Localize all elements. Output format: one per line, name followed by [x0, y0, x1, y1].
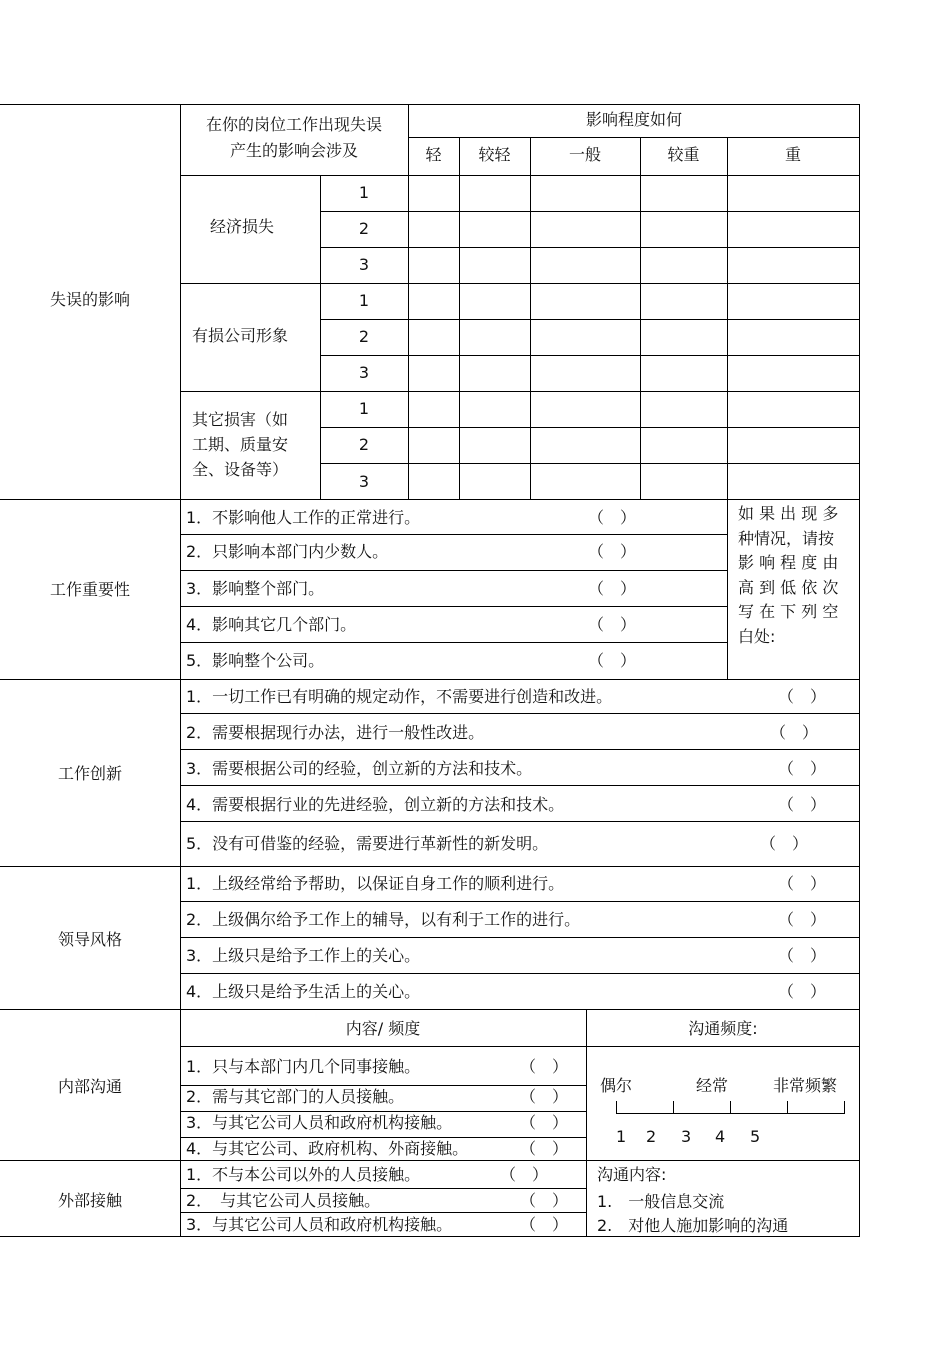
innovation-item: 2．需要根据现行办法，进行一般性改进。: [186, 723, 485, 742]
answer-parentheses[interactable]: （ ）: [778, 982, 827, 1001]
answer-parentheses[interactable]: （ ）: [520, 1215, 569, 1234]
impact-section-label: 失误的影响: [49, 290, 130, 309]
answer-parentheses[interactable]: （ ）: [760, 834, 809, 853]
impact-group-other-line2: 工期、质量安: [192, 435, 289, 454]
degree-header: 影响程度如何: [585, 110, 682, 129]
innovation-item: 5．没有可借鉴的经验，需要进行革新性的新发明。: [186, 834, 549, 853]
scale-number[interactable]: 3: [681, 1127, 692, 1146]
content-frequency-header: 内容/ 频度: [345, 1019, 421, 1038]
leadership-item: 2．上级偶尔给予工作上的辅导，以有利于工作的进行。: [186, 910, 581, 929]
note-line: 如 果 出 现 多: [738, 504, 839, 523]
internal-comm-item: 2．需与其它部门的人员接触。: [186, 1087, 405, 1106]
importance-item: 2．只影响本部门内少数人。: [186, 542, 389, 561]
row-number: 2: [358, 219, 370, 238]
answer-parentheses[interactable]: （ ）: [500, 1165, 549, 1184]
note-line: 影 响 程 度 由: [738, 553, 839, 572]
comm-content-item: 1. 一般信息交流: [597, 1192, 725, 1211]
leadership-section-label: 领导风格: [57, 930, 122, 949]
row-number: 1: [358, 399, 370, 418]
innovation-item: 3．需要根据公司的经验，创立新的方法和技术。: [186, 759, 533, 778]
innovation-item: 4．需要根据行业的先进经验，创立新的方法和技术。: [186, 795, 565, 814]
impact-group-economic: 经济损失: [210, 217, 275, 236]
answer-parentheses[interactable]: （ ）: [588, 651, 637, 670]
scale-label-occasional: 偶尔: [600, 1076, 633, 1095]
importance-item: 3．影响整个部门。: [186, 579, 325, 598]
internal-comm-item: 1．只与本部门内几个同事接触。: [186, 1057, 421, 1076]
rating-cell[interactable]: [409, 176, 459, 211]
innovation-item: 1．一切工作已有明确的规定动作，不需要进行创造和改进。: [186, 687, 613, 706]
degree-level-fairly-light: 较轻: [478, 145, 511, 164]
scale-number[interactable]: 2: [646, 1127, 657, 1146]
leadership-item: 4．上级只是给予生活上的关心。: [186, 982, 421, 1001]
answer-parentheses[interactable]: （ ）: [778, 910, 827, 929]
answer-parentheses[interactable]: （ ）: [520, 1087, 569, 1106]
rating-cell[interactable]: [641, 176, 727, 211]
answer-parentheses[interactable]: （ ）: [778, 795, 827, 814]
scale-number[interactable]: 1: [616, 1127, 627, 1146]
impact-group-reputation: 有损公司形象: [192, 326, 289, 345]
impact-group-other-line3: 全、设备等）: [192, 460, 289, 479]
degree-level-heavy: 重: [784, 145, 801, 164]
importance-item: 1．不影响他人工作的正常进行。: [186, 508, 421, 527]
scale-number[interactable]: 4: [715, 1127, 726, 1146]
importance-note: [738, 502, 856, 649]
external-section-label: 外部接触: [57, 1191, 122, 1210]
external-item: 1．不与本公司以外的人员接触。: [186, 1165, 421, 1184]
leadership-item: 1．上级经常给予帮助，以保证自身工作的顺利进行。: [186, 874, 565, 893]
note-line: 写 在 下 列 空: [738, 602, 839, 621]
comm-content-header: 沟通内容:: [597, 1165, 667, 1184]
row-number: 3: [358, 363, 370, 382]
answer-parentheses[interactable]: （ ）: [520, 1191, 569, 1210]
innovation-section-label: 工作创新: [57, 764, 122, 783]
answer-parentheses[interactable]: （ ）: [778, 687, 827, 706]
rating-cell[interactable]: [531, 176, 640, 211]
rating-cell[interactable]: [460, 176, 530, 211]
importance-item: 4．影响其它几个部门。: [186, 615, 357, 634]
scale-number[interactable]: 5: [750, 1127, 761, 1146]
answer-parentheses[interactable]: （ ）: [778, 946, 827, 965]
degree-level-fairly-heavy: 较重: [667, 145, 700, 164]
impact-question-line1: 在你的岗位工作出现失误: [205, 115, 382, 134]
answer-parentheses[interactable]: （ ）: [588, 579, 637, 598]
degree-level-moderate: 一般: [568, 145, 601, 164]
row-number: 2: [358, 327, 370, 346]
impact-question-line2: 产生的影响会涉及: [229, 141, 358, 160]
internal-comm-section-label: 内部沟通: [57, 1077, 122, 1096]
answer-parentheses[interactable]: （ ）: [778, 759, 827, 778]
row-number: 2: [358, 435, 370, 454]
importance-section-label: 工作重要性: [49, 580, 130, 599]
answer-parentheses[interactable]: （ ）: [588, 542, 637, 561]
leadership-item: 3．上级只是给予工作上的关心。: [186, 946, 421, 965]
external-item: 3．与其它公司人员和政府机构接触。: [186, 1215, 453, 1234]
answer-parentheses[interactable]: （ ）: [778, 874, 827, 893]
row-number: 1: [358, 183, 370, 202]
row-number: 1: [358, 291, 370, 310]
answer-parentheses[interactable]: （ ）: [588, 508, 637, 527]
scale-label-very-frequent: 非常频繁: [773, 1076, 838, 1095]
degree-level-light: 轻: [425, 145, 442, 164]
importance-item: 5．影响整个公司。: [186, 651, 325, 670]
external-item: 2． 与其它公司人员接触。: [186, 1191, 381, 1210]
internal-comm-item: 3．与其它公司人员和政府机构接触。: [186, 1113, 453, 1132]
answer-parentheses[interactable]: （ ）: [520, 1113, 569, 1132]
row-number: 3: [358, 255, 370, 274]
comm-content-item: 2. 对他人施加影响的沟通: [597, 1216, 789, 1235]
note-line: 白处:: [738, 626, 776, 646]
scale-label-often: 经常: [696, 1076, 729, 1095]
answer-parentheses[interactable]: （ ）: [520, 1139, 569, 1158]
comm-frequency-header: 沟通频度:: [688, 1019, 758, 1038]
note-line: 种情况，请按: [738, 528, 835, 548]
answer-parentheses[interactable]: （ ）: [770, 723, 819, 742]
answer-parentheses[interactable]: （ ）: [520, 1057, 569, 1076]
rating-cell[interactable]: [728, 176, 859, 211]
row-number: 3: [358, 472, 370, 491]
answer-parentheses[interactable]: （ ）: [588, 615, 637, 634]
impact-group-other-line1: 其它损害（如: [192, 410, 289, 429]
note-line: 高 到 低 依 次: [738, 577, 839, 597]
internal-comm-item: 4．与其它公司、政府机构、外商接触。: [186, 1139, 469, 1158]
